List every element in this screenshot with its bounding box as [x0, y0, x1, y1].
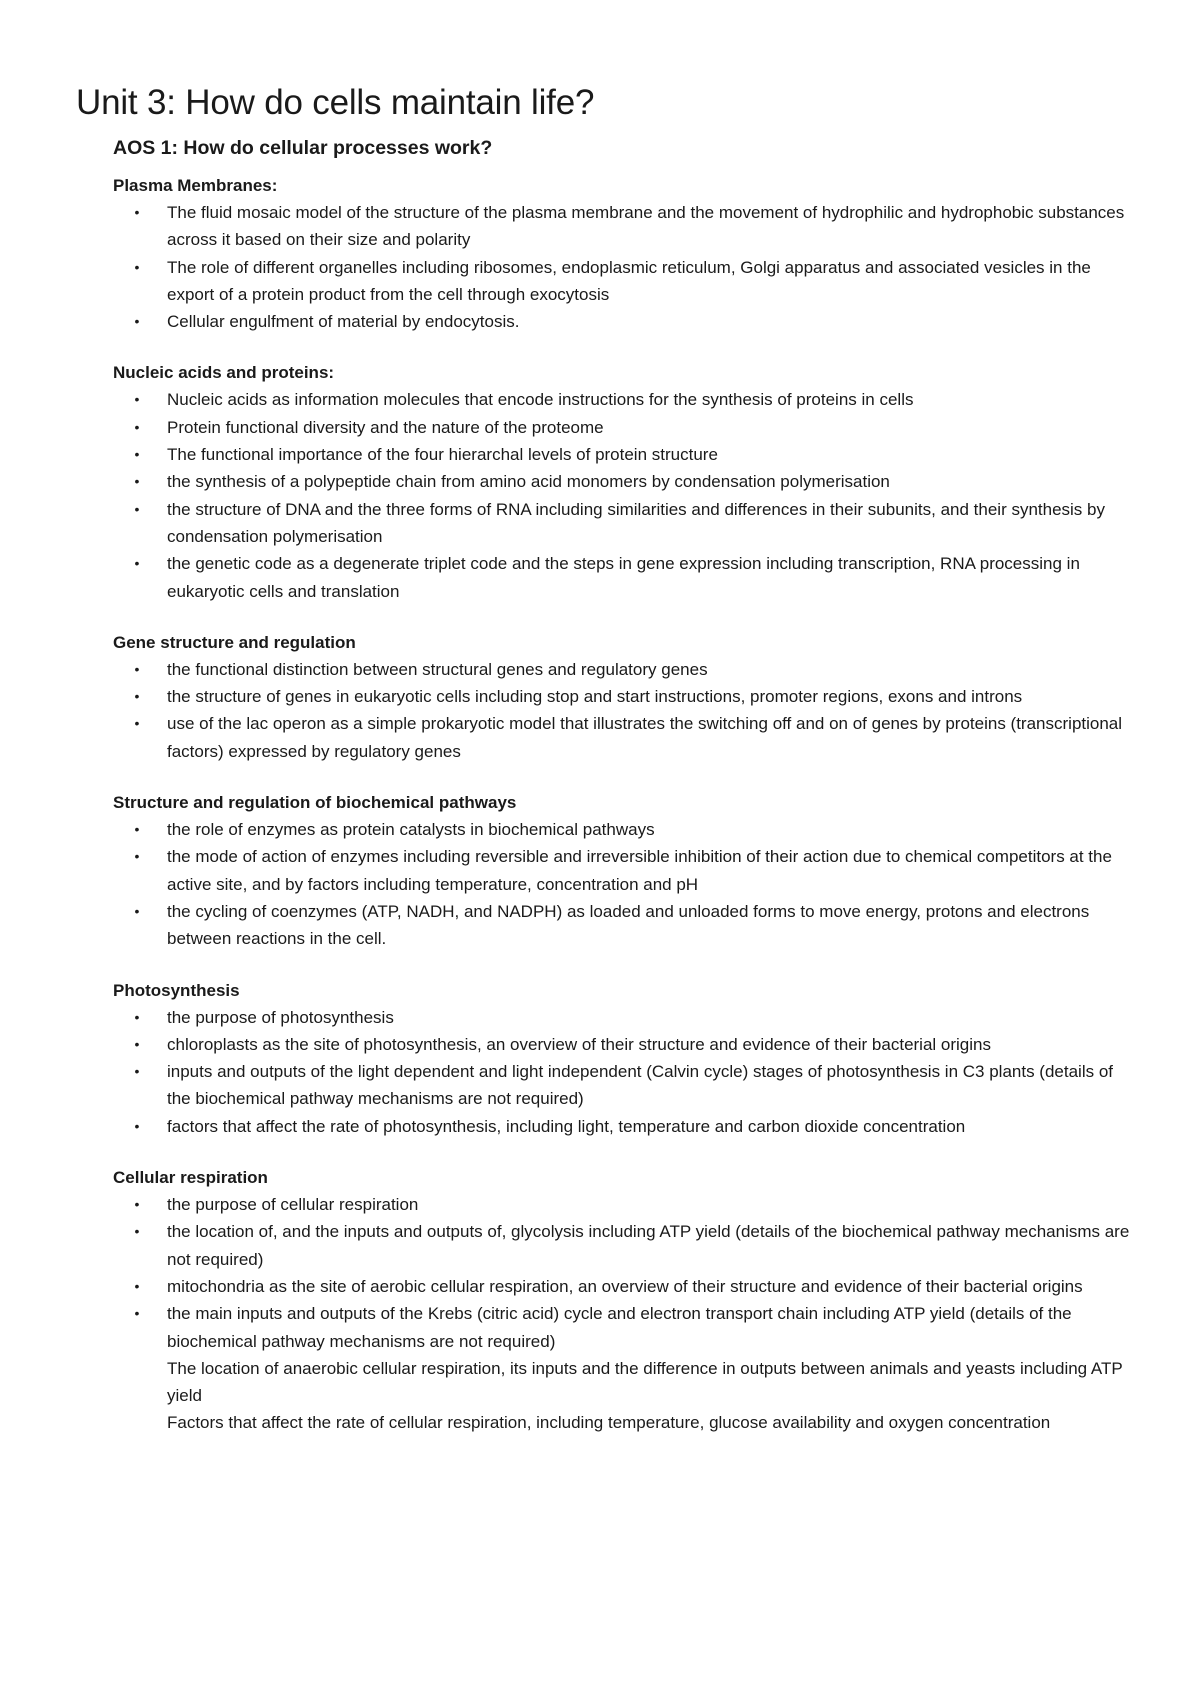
list-item: • Protein functional diversity and the nature of the proteome — [113, 414, 1140, 441]
list-item: • the structure of DNA and the three forms of RNA including similarities and differences in their subunits, and their synthesis by condensation polymerisation — [113, 496, 1140, 551]
bullet-icon: • — [134, 1305, 140, 1322]
bullet-list — [113, 816, 1140, 952]
bullet-list — [113, 199, 1140, 335]
bullet-icon: • — [134, 1117, 140, 1134]
bullet-icon: • — [134, 313, 140, 330]
list-item: • the main inputs and outputs of the Krebs (citric acid) cycle and electron transport chain including ATP yield (details of the biochemical pathway mechanisms are not required) — [113, 1300, 1140, 1355]
list-item-unbulleted: The location of anaerobic cellular respiration, its inputs and the difference in outputs between animals and yeasts including ATP yield — [167, 1358, 1123, 1406]
list-item: • the purpose of photosynthesis — [113, 1004, 1140, 1031]
section-cellular-respiration — [113, 1164, 1140, 1437]
bullet-icon: • — [134, 204, 140, 220]
section-heading: Photosynthesis — [113, 980, 240, 1000]
section-biochemical-pathways — [113, 789, 1140, 952]
bullet-list — [113, 1191, 1140, 1437]
bullet-icon: • — [134, 848, 140, 865]
list-item: • the purpose of cellular respiration — [113, 1191, 1140, 1218]
list-item: • the functional distinction between structural genes and regulatory genes — [113, 656, 1140, 683]
list-item: • The role of different organelles including ribosomes, endoplasmic reticulum, Golgi apparatus and associated vesicles in the export of a protein product from the cell through exocytosis — [113, 254, 1140, 309]
bullet-icon: • — [134, 902, 140, 919]
bullet-list — [113, 1004, 1140, 1140]
bullet-icon: • — [134, 1277, 140, 1294]
bullet-icon: • — [134, 500, 140, 517]
bullet-icon: • — [134, 660, 140, 677]
bullet-icon: • — [134, 1063, 140, 1080]
bullet-icon: • — [134, 688, 140, 705]
bullet-icon: • — [134, 258, 140, 275]
list-item: • the location of, and the inputs and outputs of, glycolysis including ATP yield (details of the biochemical pathway mechanisms are not required) — [113, 1218, 1140, 1273]
section-heading: Nucleic acids and proteins: — [113, 363, 335, 383]
section-plasma-membranes — [113, 172, 1140, 335]
page-title: Unit 3: How do cells maintain life? — [76, 83, 595, 122]
list-item: • Cellular engulfment of material by endocytosis. — [113, 308, 1140, 335]
list-item: • the cycling of coenzymes (ATP, NADH, and NADPH) as loaded and unloaded forms to move energy, protons and electrons between reactions in the cell. — [113, 898, 1140, 953]
list-item: • the mode of action of enzymes including reversible and irreversible inhibition of their action due to chemical competitors at the active site, and by factors including temperature, concentration and pH — [113, 843, 1140, 898]
section-heading: Cellular respiration — [113, 1168, 268, 1188]
list-item: • The functional importance of the four hierarchal levels of protein structure — [113, 441, 1140, 468]
bullet-icon: • — [134, 555, 140, 572]
section-heading: Structure and regulation of biochemical pathways — [113, 793, 517, 813]
list-item: • Nucleic acids as information molecules that encode instructions for the synthesis of proteins in cells — [113, 386, 1140, 413]
section-photosynthesis — [113, 977, 1140, 1140]
list-item: • mitochondria as the site of aerobic cellular respiration, an overview of their structure and evidence of their bacterial origins — [113, 1273, 1140, 1300]
bullet-icon: • — [134, 418, 140, 435]
list-item: • the synthesis of a polypeptide chain from amino acid monomers by condensation polymerisation — [113, 468, 1140, 495]
section-gene-structure-regulation — [113, 629, 1140, 765]
section-nucleic-acids-proteins — [113, 359, 1140, 604]
list-item: • the structure of genes in eukaryotic cells including stop and start instructions, promoter regions, exons and introns — [113, 683, 1140, 710]
list-item: • The fluid mosaic model of the structure of the plasma membrane and the movement of hydrophilic and hydrophobic substances across it based on their size and polarity — [113, 199, 1140, 254]
bullet-icon: • — [134, 821, 140, 838]
bullet-icon: • — [134, 391, 140, 408]
list-item: • chloroplasts as the site of photosynthesis, an overview of their structure and evidence of their bacterial origins — [113, 1031, 1140, 1058]
section-heading: Gene structure and regulation — [113, 632, 356, 652]
list-item: • the genetic code as a degenerate triplet code and the steps in gene expression including transcription, RNA processing in eukaryotic cells and translation — [113, 550, 1140, 605]
section-heading: Plasma Membranes: — [113, 176, 278, 195]
list-item: • the role of enzymes as protein catalysts in biochemical pathways — [113, 816, 1140, 843]
bullet-icon: • — [134, 446, 140, 463]
bullet-list — [113, 386, 1140, 604]
bullet-icon: • — [134, 1223, 140, 1240]
list-item-unbulleted: Factors that affect the rate of cellular respiration, including temperature, glucose availability and oxygen concentration — [167, 1413, 1051, 1433]
bullet-icon: • — [134, 1035, 140, 1052]
aos-subtitle: AOS 1: How do cellular processes work? — [113, 137, 493, 159]
bullet-list — [113, 656, 1140, 765]
bullet-icon: • — [134, 1196, 140, 1213]
bullet-icon: • — [134, 715, 140, 732]
list-item: • use of the lac operon as a simple prokaryotic model that illustrates the switching off and on of genes by proteins (transcriptional factors) expressed by regulatory genes — [113, 710, 1140, 765]
list-item: • factors that affect the rate of photosynthesis, including light, temperature and carbon dioxide concentration — [113, 1113, 1140, 1140]
bullet-icon: • — [134, 1008, 140, 1025]
list-item: • inputs and outputs of the light dependent and light independent (Calvin cycle) stages of photosynthesis in C3 plants (details of the biochemical pathway mechanisms are not required) — [113, 1058, 1140, 1113]
bullet-icon: • — [134, 473, 140, 490]
